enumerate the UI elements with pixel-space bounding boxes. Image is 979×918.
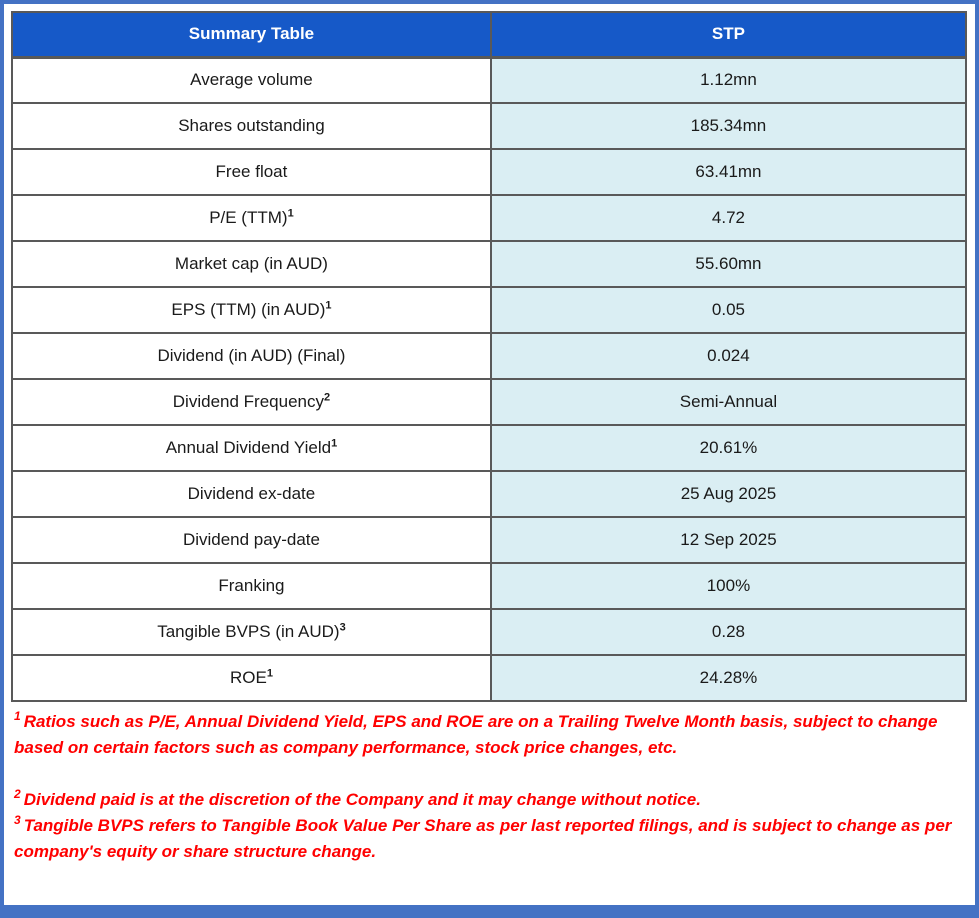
footnote-text: Dividend paid is at the discretion of the Company and it may change without notice. <box>23 790 701 809</box>
metric-value: Semi-Annual <box>491 379 966 425</box>
footnote <box>14 787 964 813</box>
summary-table <box>11 11 967 702</box>
metric-label: Shares outstanding <box>12 103 491 149</box>
footnotes <box>11 702 967 865</box>
metric-value: 4.72 <box>491 195 966 241</box>
metric-label: P/E (TTM)$^1$ <box>12 195 491 241</box>
header-cell-ticker: STP <box>491 12 966 57</box>
metric-label: Dividend pay-date <box>12 517 491 563</box>
table-row <box>12 425 966 471</box>
metric-label: Free float <box>12 149 491 195</box>
metric-value: 0.05 <box>491 287 966 333</box>
table-row <box>12 241 966 287</box>
table-row <box>12 563 966 609</box>
metric-label: Dividend ex-date <box>12 471 491 517</box>
table-row <box>12 517 966 563</box>
table-row <box>12 379 966 425</box>
table-row <box>12 57 966 103</box>
metric-value: 0.28 <box>491 609 966 655</box>
table-row <box>12 471 966 517</box>
metric-value: 20.61% <box>491 425 966 471</box>
footnote-superscript: 1 <box>14 709 21 724</box>
metric-value: 63.41mn <box>491 149 966 195</box>
metric-value: 1.12mn <box>491 57 966 103</box>
table-row <box>12 103 966 149</box>
table-row <box>12 333 966 379</box>
table-row <box>12 287 966 333</box>
metric-label: Tangible BVPS (in AUD)$^3$ <box>12 609 491 655</box>
footnote-text: Tangible BVPS refers to Tangible Book Value Per Share as per last reported filings, and is subject to change as per company's equity or share structure change. <box>14 816 952 861</box>
metric-label: Average volume <box>12 57 491 103</box>
header-row <box>12 12 966 57</box>
table-body <box>12 57 966 701</box>
metric-label: Dividend Frequency$^2$ <box>12 379 491 425</box>
table-row <box>12 609 966 655</box>
metric-label: ROE$^1$ <box>12 655 491 701</box>
metric-label: Dividend (in AUD) (Final) <box>12 333 491 379</box>
metric-label: EPS (TTM) (in AUD)$^1$ <box>12 287 491 333</box>
metric-label: Franking <box>12 563 491 609</box>
footnote-superscript: 2 <box>14 787 21 802</box>
metric-value: 25 Aug 2025 <box>491 471 966 517</box>
metric-value: 24.28% <box>491 655 966 701</box>
footnote <box>14 813 964 865</box>
metric-label: Annual Dividend Yield$^1$ <box>12 425 491 471</box>
metric-value: 55.60mn <box>491 241 966 287</box>
table-row <box>12 149 966 195</box>
header-cell-summary-table: Summary Table <box>12 12 491 57</box>
metric-value: 12 Sep 2025 <box>491 517 966 563</box>
metric-value: 185.34mn <box>491 103 966 149</box>
metric-value: 0.024 <box>491 333 966 379</box>
footnote-text: Ratios such as P/E, Annual Dividend Yield, EPS and ROE are on a Trailing Twelve Month basis, subject to change based on certain factors such as company performance, stock price changes, etc. <box>14 712 938 757</box>
footnote-superscript: 3 <box>14 813 21 828</box>
metric-label: Market cap (in AUD) <box>12 241 491 287</box>
table-head <box>12 12 966 57</box>
metric-value: 100% <box>491 563 966 609</box>
footnote <box>14 709 964 761</box>
table-row <box>12 655 966 701</box>
table-row <box>12 195 966 241</box>
